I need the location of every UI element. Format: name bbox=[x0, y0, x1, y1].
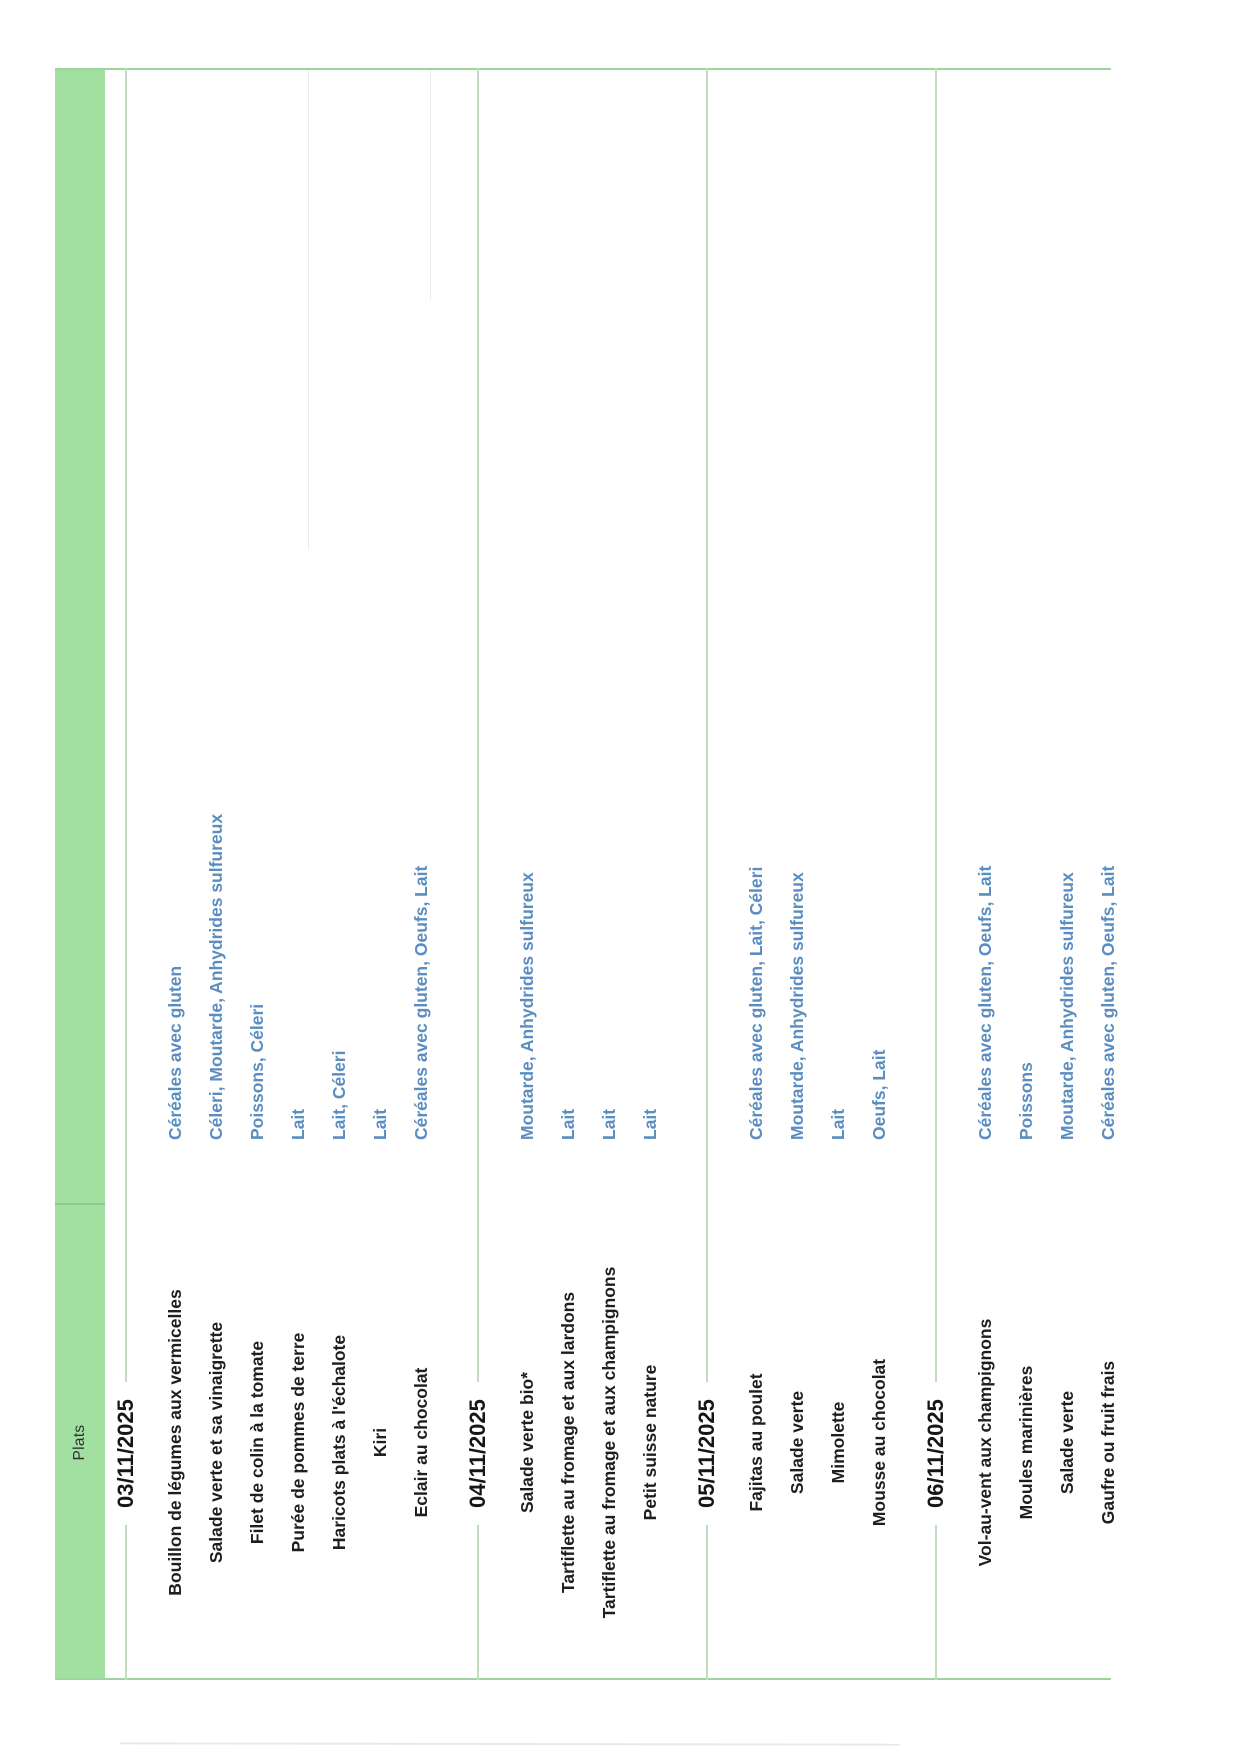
dish-name: Tartiflette au fromage et aux lardons bbox=[558, 1291, 578, 1594]
allergen-list: Oeufs, Lait bbox=[869, 1049, 889, 1140]
allergen-list: Moutarde, Anhydrides sulfureux bbox=[517, 872, 537, 1140]
menu-sections bbox=[105, 68, 1150, 1680]
allergen-list: Lait bbox=[599, 1108, 619, 1140]
header-band bbox=[55, 68, 105, 1680]
menu-row bbox=[507, 68, 548, 1680]
date-label: 06/11/2025 bbox=[923, 1399, 948, 1508]
allergen-list: Poissons, Céleri bbox=[247, 1003, 267, 1140]
plats-header-cell bbox=[55, 1205, 105, 1680]
dish-name: Gaufre ou fruit frais bbox=[1098, 1360, 1118, 1525]
dish-name: Kiri bbox=[370, 1427, 390, 1458]
plats-label: Plats bbox=[71, 1424, 88, 1461]
date-rule-trailing bbox=[706, 68, 708, 1382]
allergen-list: Céréales avec gluten, Lait, Céleri bbox=[746, 866, 766, 1140]
dish-name: Haricots plats à l'échalote bbox=[329, 1334, 349, 1551]
allergen-list: Céleri, Moutarde, Anhydrides sulfureux bbox=[206, 813, 226, 1140]
date-label: 04/11/2025 bbox=[465, 1399, 490, 1508]
date-label: 03/11/2025 bbox=[113, 1399, 138, 1508]
date-line bbox=[921, 68, 951, 1680]
menu-row bbox=[965, 68, 1006, 1680]
allergen-list: Lait bbox=[640, 1108, 660, 1140]
allergen-list: Lait bbox=[828, 1108, 848, 1140]
menu-row bbox=[155, 68, 196, 1680]
header-cell-divider bbox=[55, 1203, 105, 1205]
date-rule-leading bbox=[477, 1525, 479, 1680]
dish-name: Salade verte bbox=[787, 1390, 807, 1495]
date-rule-trailing bbox=[477, 68, 479, 1382]
date-line bbox=[692, 68, 722, 1680]
dish-name: Tartiflette au fromage et aux champignons bbox=[599, 1266, 619, 1619]
scan-artifact-line bbox=[120, 1742, 900, 1745]
dish-name: Purée de pommes de terre bbox=[288, 1332, 308, 1553]
menu-row bbox=[777, 68, 818, 1680]
dish-name: Moules marinières bbox=[1016, 1365, 1036, 1520]
menu-day-section bbox=[463, 68, 671, 1680]
dish-name: Fajitas au poulet bbox=[746, 1373, 766, 1512]
allergen-list: Lait, Céleri bbox=[329, 1050, 349, 1140]
menu-row bbox=[1088, 68, 1129, 1680]
allergen-list: Moutarde, Anhydrides sulfureux bbox=[1057, 872, 1077, 1140]
menu-day-section bbox=[111, 68, 442, 1680]
date-line bbox=[111, 68, 141, 1680]
allergen-list: Céréales avec gluten, Oeufs, Lait bbox=[411, 865, 431, 1140]
menu-row bbox=[736, 68, 777, 1680]
menu-row bbox=[278, 68, 319, 1680]
menu-table bbox=[55, 68, 1185, 1680]
dish-name: Petit suisse nature bbox=[640, 1364, 660, 1521]
allergen-list: Lait bbox=[370, 1108, 390, 1140]
menu-day-section bbox=[692, 68, 900, 1680]
allergen-list: Céréales avec gluten bbox=[165, 965, 185, 1140]
date-rule-leading bbox=[125, 1525, 127, 1680]
allergen-list: Lait bbox=[288, 1108, 308, 1140]
menu-row bbox=[589, 68, 630, 1680]
menu-day-section bbox=[921, 68, 1129, 1680]
menu-row bbox=[401, 68, 442, 1680]
menu-row bbox=[196, 68, 237, 1680]
dish-name: Filet de colin à la tomate bbox=[247, 1340, 267, 1545]
allergen-list: Poissons bbox=[1016, 1062, 1036, 1140]
menu-row bbox=[548, 68, 589, 1680]
allergen-list: Céréales avec gluten, Oeufs, Lait bbox=[1098, 865, 1118, 1140]
date-line bbox=[463, 68, 493, 1680]
menu-row bbox=[1047, 68, 1088, 1680]
date-rule-trailing bbox=[125, 68, 127, 1382]
dish-name: Mousse au chocolat bbox=[869, 1358, 889, 1527]
menu-row bbox=[1006, 68, 1047, 1680]
scan-streak bbox=[308, 70, 309, 550]
allergen-list: Céréales avec gluten, Oeufs, Lait bbox=[975, 865, 995, 1140]
date-rule-leading bbox=[935, 1525, 937, 1680]
dish-name: Eclair au chocolat bbox=[411, 1367, 431, 1518]
dish-name: Mimolette bbox=[828, 1401, 848, 1484]
date-rule-trailing bbox=[935, 68, 937, 1382]
menu-row bbox=[319, 68, 360, 1680]
menu-row bbox=[360, 68, 401, 1680]
allergen-list: Lait bbox=[558, 1108, 578, 1140]
allergen-list: Moutarde, Anhydrides sulfureux bbox=[787, 872, 807, 1140]
dish-name: Salade verte et sa vinaigrette bbox=[206, 1321, 226, 1564]
dish-name: Salade verte bbox=[1057, 1390, 1077, 1495]
menu-row bbox=[630, 68, 671, 1680]
scan-streak bbox=[430, 70, 431, 300]
menu-row bbox=[237, 68, 278, 1680]
dish-name: Salade verte bio* bbox=[517, 1371, 537, 1514]
menu-row bbox=[818, 68, 859, 1680]
date-rule-leading bbox=[706, 1525, 708, 1680]
dish-name: Bouillon de légumes aux vermicelles bbox=[165, 1289, 185, 1596]
dish-name: Vol-au-vent aux champignons bbox=[975, 1318, 995, 1567]
date-label: 05/11/2025 bbox=[694, 1399, 719, 1508]
menu-row bbox=[859, 68, 900, 1680]
